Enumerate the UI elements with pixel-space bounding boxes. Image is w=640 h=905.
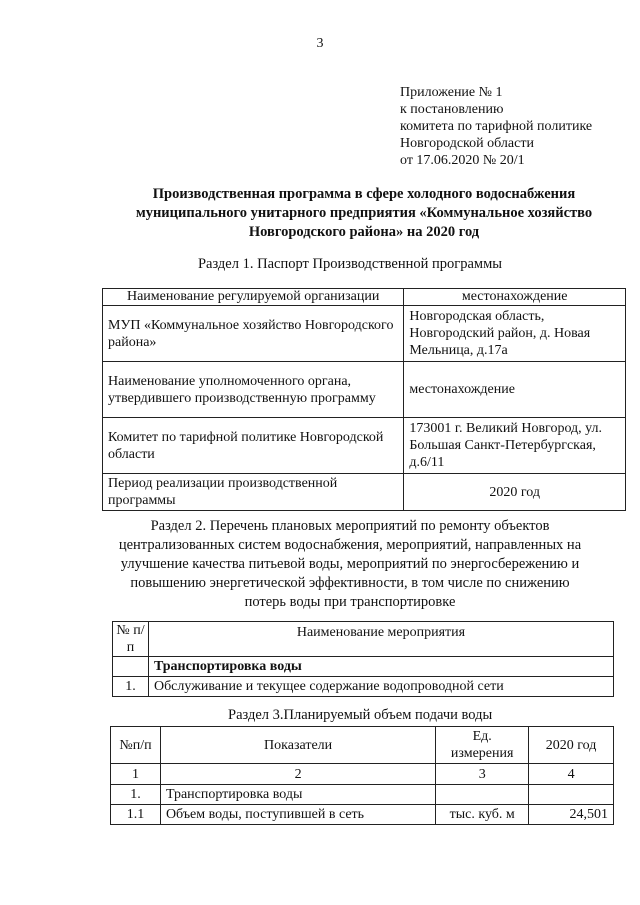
table-row	[111, 727, 614, 764]
table-row	[103, 306, 626, 362]
table-cell: 3	[436, 764, 529, 785]
page-number: 3	[316, 36, 324, 51]
appendix-line: Приложение № 1	[400, 85, 503, 100]
table-cell: Наименование мероприятия	[148, 622, 613, 657]
table-cell: местонахождение	[404, 289, 626, 306]
table-cell: 173001 г. Великий Новгород, ул. Большая Санкт-Петербургская, д.6/11	[404, 418, 626, 474]
table-cell: 24,501	[529, 805, 614, 825]
table-cell: Транспортировка воды	[148, 657, 613, 677]
table-cell: 4	[529, 764, 614, 785]
measures-table	[112, 621, 614, 697]
table-cell: Наименование регулируемой организации	[103, 289, 404, 306]
heading-line: Раздел 2. Перечень плановых мероприятий по ремонту объектов	[150, 518, 550, 534]
table-row	[111, 764, 614, 785]
appendix-line: Новгородской области	[400, 136, 534, 151]
appendix-line: от 17.06.2020 № 20/1	[400, 153, 525, 168]
passport-table	[102, 288, 626, 511]
table-cell: тыс. куб. м	[436, 805, 529, 825]
table-row	[103, 289, 626, 306]
heading-line: повышению энергетической эффективности, в том числе по снижению	[130, 575, 570, 591]
table-cell: Транспортировка воды	[160, 785, 435, 805]
heading-line: централизованных систем водоснабжения, мероприятий, направленных на	[118, 537, 582, 553]
table-cell	[436, 785, 529, 805]
volume-table	[110, 726, 614, 825]
section1-heading: Раздел 1. Паспорт Производственной программы	[197, 256, 503, 272]
table-cell: Новгородская область, Новгородский район, д. Новая Мельница, д.17а	[404, 306, 626, 362]
table-row	[111, 805, 614, 825]
table-row	[103, 474, 626, 511]
table-cell: 1.	[111, 785, 161, 805]
table-cell: МУП «Коммунальное хозяйство Новгородского района»	[103, 306, 404, 362]
table-cell: №п/п	[111, 727, 161, 764]
table-cell: Комитет по тарифной политике Новгородской области	[103, 418, 404, 474]
appendix-line: комитета по тарифной политике	[400, 119, 593, 134]
title-line: Производственная программа в сфере холодного водоснабжения	[152, 186, 576, 202]
document-title	[100, 185, 628, 242]
table-cell: Объем воды, поступившей в сеть	[160, 805, 435, 825]
table-cell: 2	[160, 764, 435, 785]
table-cell: Показатели	[160, 727, 435, 764]
heading-line: улучшение качества питьевой воды, мероприятий по энергосбережению и	[120, 556, 580, 572]
table-row	[113, 622, 614, 657]
title-line: Новгородского района» на 2020 год	[248, 224, 480, 240]
title-line: муниципального унитарного предприятия «Коммунальное хозяйство	[135, 205, 593, 221]
table-cell: Период реализации производственной программы	[103, 474, 404, 511]
table-cell: 1	[111, 764, 161, 785]
table-cell: местонахождение	[404, 362, 626, 418]
section3-heading: Раздел 3.Планируемый объем подачи воды	[228, 707, 493, 723]
table-cell	[529, 785, 614, 805]
table-cell: Ед. измерения	[436, 727, 529, 764]
section2-heading	[60, 517, 640, 612]
table-cell: Наименование уполномоченного органа, утвердившего производственную программу	[103, 362, 404, 418]
appendix-line: к постановлению	[400, 102, 504, 117]
table-cell	[113, 657, 149, 677]
table-cell: 2020 год	[404, 474, 626, 511]
table-cell: 2020 год	[529, 727, 614, 764]
heading-line: потерь воды при транспортировке	[244, 594, 456, 610]
table-cell: 1.	[113, 677, 149, 697]
table-cell: 1.1	[111, 805, 161, 825]
table-row	[103, 362, 626, 418]
table-cell: Обслуживание и текущее содержание водопроводной сети	[148, 677, 613, 697]
appendix-block	[400, 84, 592, 169]
table-row	[113, 657, 614, 677]
table-cell: № п/п	[113, 622, 149, 657]
table-row	[113, 677, 614, 697]
table-row	[103, 418, 626, 474]
table-row	[111, 785, 614, 805]
